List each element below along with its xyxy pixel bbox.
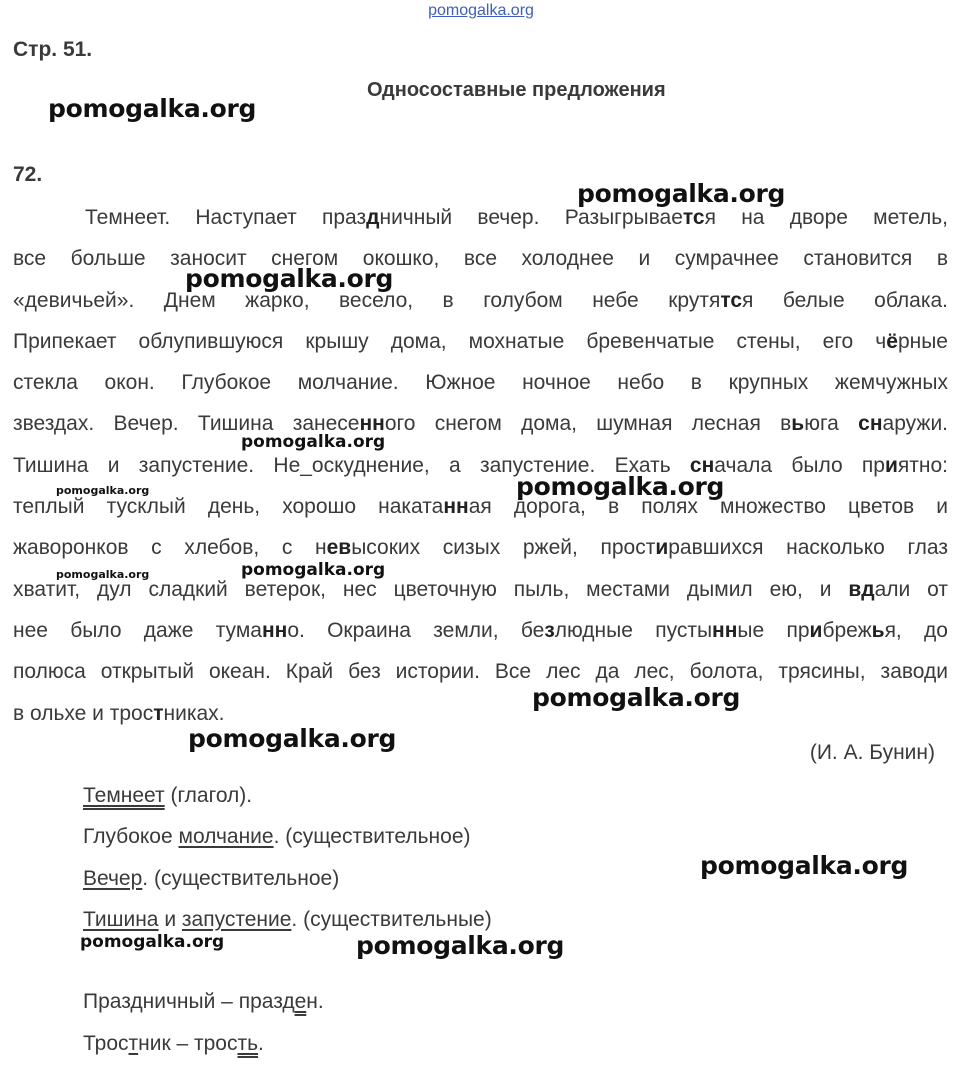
- author-attribution: (И. А. Бунин): [809, 741, 935, 764]
- answer-line: Вечер. (существительное): [83, 867, 340, 890]
- answer-line: Праздничный – празден.: [83, 990, 324, 1013]
- answer-line: Тишина и запустение. (существительные): [83, 908, 492, 931]
- watermark: pomogalka.org: [700, 851, 909, 880]
- text-line: хватит, дул сладкий ветерок, нес цветочную пыль, местами дымил ею, и вдали от: [13, 577, 948, 601]
- text-line: Темнеет. Наступает праздничный вечер. Разыгрывается на дворе метель,: [85, 206, 948, 229]
- watermark: pomogalka.org: [185, 264, 394, 293]
- watermark: pomogalka.org: [532, 683, 741, 712]
- answer-line: Тростник – трость.: [83, 1032, 264, 1055]
- text-line: «девичьей». Днем жарко, весело, в голубом небе крутятся белые облака.: [13, 288, 948, 312]
- page-number: Стр. 51.: [13, 38, 93, 61]
- watermark: pomogalka.org: [80, 932, 225, 952]
- page-title: Односоставные предложения: [367, 79, 666, 101]
- answer-line: Темнеет (глагол).: [83, 784, 253, 807]
- exercise-text: [13, 197, 948, 734]
- watermark: pomogalka.org: [356, 931, 565, 960]
- answer-line: Глубокое молчание. (существительное): [83, 825, 471, 848]
- watermark: pomogalka.org: [56, 568, 150, 581]
- watermark: pomogalka.org: [56, 484, 150, 497]
- watermark: pomogalka.org: [516, 472, 725, 501]
- watermark: pomogalka.org: [241, 432, 386, 452]
- exercise-number: 72.: [13, 163, 43, 186]
- text-line: звездах. Вечер. Тишина занесенного снегом дома, шумная лесная вьюга снаружи.: [13, 412, 949, 436]
- text-line: в ольхе и тростниках.: [13, 701, 225, 725]
- watermark: pomogalka.org: [577, 179, 786, 208]
- text-line: стекла окон. Глубокое молчание. Южное ночное небо в крупных жемчужных: [13, 371, 948, 395]
- text-line: все больше заносит снегом окошко, все холоднее и сумрачнее становится в: [13, 247, 948, 271]
- top-watermark-link[interactable]: pomogalka.org: [428, 2, 534, 19]
- text-line: полюса открытый океан. Край без истории. Все лес да лес, болота, трясины, заводи: [13, 660, 948, 684]
- text-line: Тишина и запустение. Не_оскуднение, а запустение. Ехать сначала было приятно:: [13, 453, 949, 477]
- watermark: pomogalka.org: [188, 724, 397, 753]
- text-line: Припекает облупившуюся крышу дома, мохнатые бревенчатые стены, его чёрные: [13, 329, 948, 353]
- text-line: теплый тусклый день, хорошо накатанная дорога, в полях множество цветов и: [13, 495, 948, 519]
- watermark: pomogalka.org: [48, 94, 257, 123]
- watermark: pomogalka.org: [241, 560, 386, 580]
- text-line: жаворонков с хлебов, с невысоких сизых ржей, простиравшихся насколько глаз: [13, 536, 948, 560]
- text-line: нее было даже туманно. Окраина земли, безлюдные пустынные прибрежья, до: [13, 618, 948, 642]
